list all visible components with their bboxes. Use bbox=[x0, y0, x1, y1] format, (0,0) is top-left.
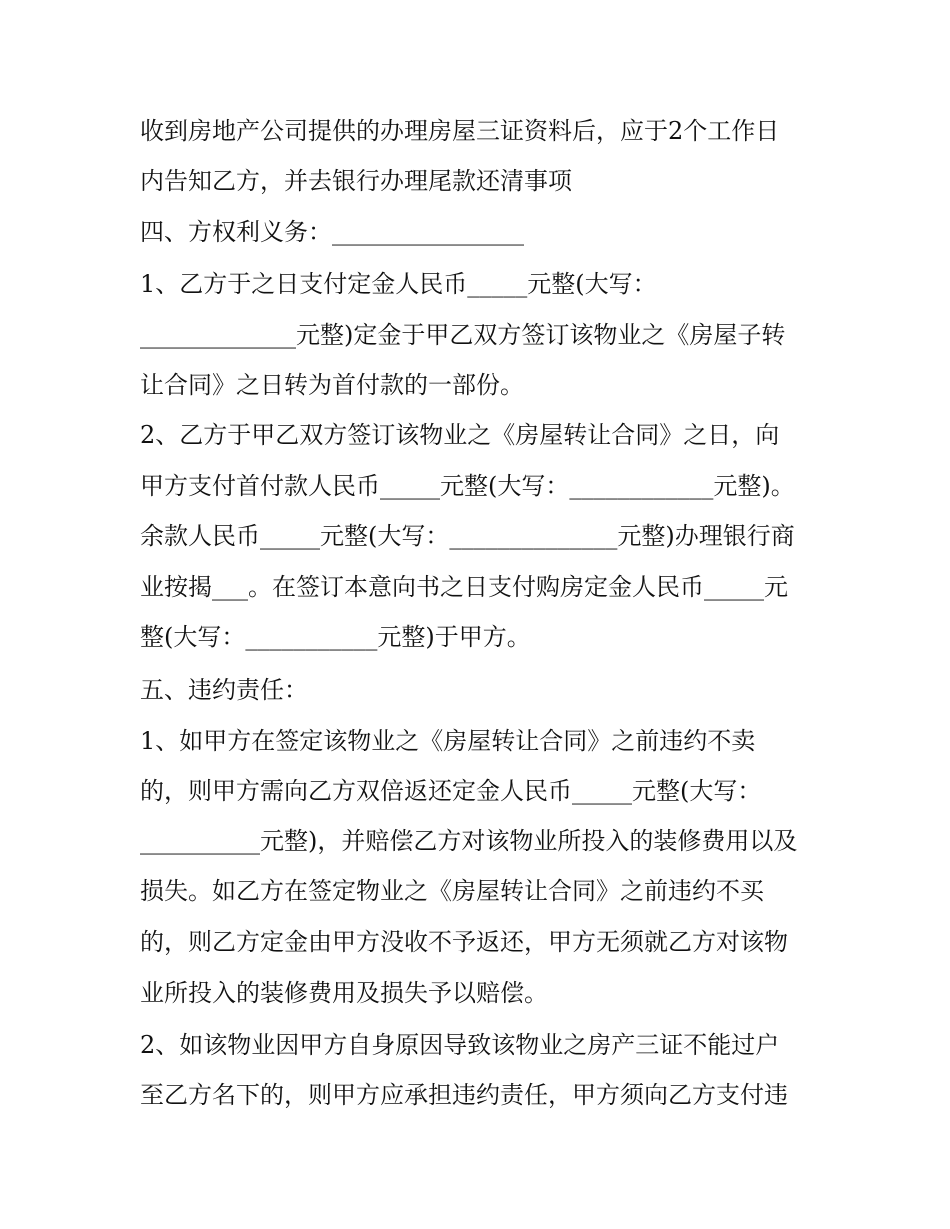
text-line-6: 让合同》之日转为首付款的一部份。 bbox=[140, 371, 524, 399]
text-line-8: 甲方支付首付款人民币_____元整(大写：____________元整)。 bbox=[140, 472, 795, 500]
text-line-13: 1、如甲方在签定该物业之《房屋转让合同》之前违约不卖 bbox=[140, 727, 756, 755]
text-line-16: 损失。如乙方在签定物业之《房屋转让合同》之前违约不买 bbox=[140, 877, 764, 905]
text-line-2: 内告知乙方，并去银行办理尾款还清事项 bbox=[140, 167, 572, 195]
text-line-15: __________元整)，并赔偿乙方对该物业所投入的装修费用以及 bbox=[140, 827, 798, 855]
text-line-9: 余款人民币_____元整(大写：______________元整)办理银行商 bbox=[140, 522, 795, 550]
text-line-7: 2、乙方于甲乙双方签订该物业之《房屋转让合同》之日，向 bbox=[140, 421, 780, 449]
text-line-19: 2、如该物业因甲方自身原因导致该物业之房产三证不能过户 bbox=[140, 1031, 780, 1059]
text-line-10: 业按揭___。在签订本意向书之日支付购房定金人民币_____元 bbox=[140, 573, 788, 601]
section-heading-liability: 五、违约责任： bbox=[140, 676, 308, 704]
text-line-20: 至乙方名下的，则甲方应承担违约责任，甲方须向乙方支付违 bbox=[140, 1081, 788, 1109]
text-line-1: 收到房地产公司提供的办理房屋三证资料后，应于2个工作日 bbox=[140, 117, 780, 145]
text-line-17: 的，则乙方定金由甲方没收不予返还，甲方无须就乙方对该物 bbox=[140, 928, 788, 956]
text-line-18: 业所投入的装修费用及损失予以赔偿。 bbox=[140, 979, 548, 1007]
section-heading-rights: 四、方权利义务：________________ bbox=[140, 218, 524, 246]
text-line-4: 1、乙方于之日支付定金人民币_____元整(大写： bbox=[140, 270, 657, 298]
text-line-14: 的，则甲方需向乙方双倍返还定金人民币_____元整(大写： bbox=[140, 777, 762, 805]
text-line-5: _____________元整)定金于甲乙双方签订该物业之《房屋子转 bbox=[140, 321, 786, 349]
text-line-11: 整(大写：___________元整)于甲方。 bbox=[140, 623, 531, 651]
